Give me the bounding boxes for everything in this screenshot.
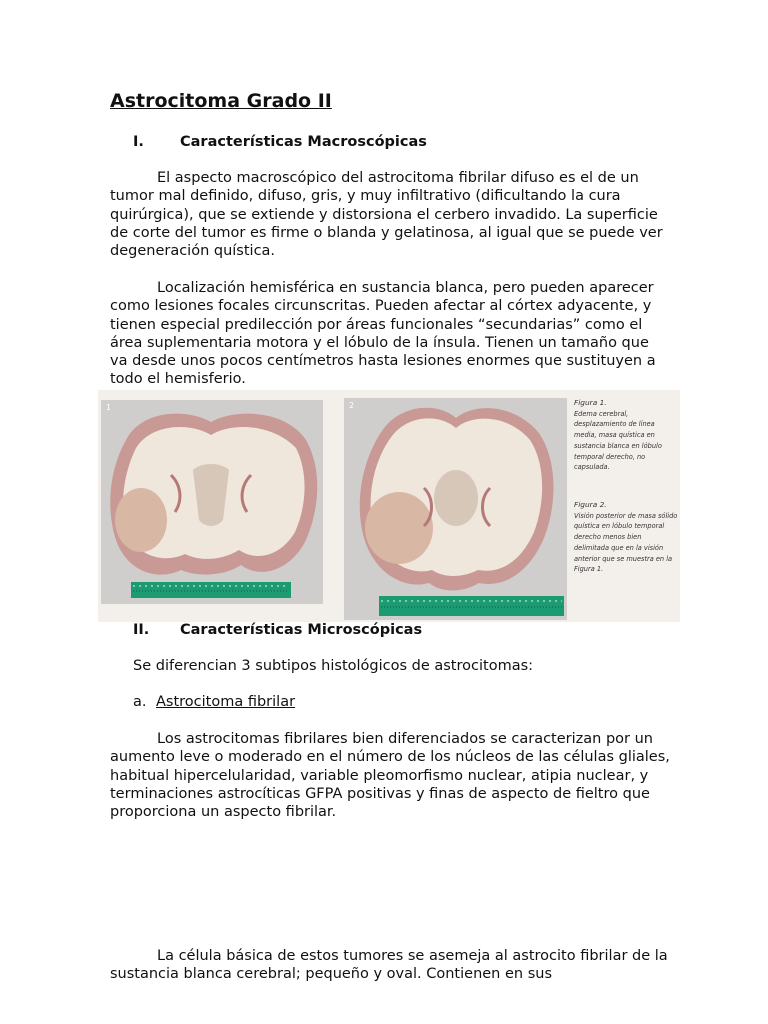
caption-text: Edema cerebral, desplazamiento de línea media, masa quística en sustancia blanca en lóbulo temporal derecho, no capsulada. bbox=[574, 409, 662, 472]
subtype-item bbox=[133, 694, 295, 710]
document-title: Astrocitoma Grado II bbox=[110, 90, 332, 112]
section-title: Características Microscópicas bbox=[180, 622, 423, 638]
paragraph-macroscopic-aspect: El aspecto macroscópico del astrocitoma fibrilar difuso es el de un tumor mal definido, difuso, gris, y muy infiltrativo (dificultando la cura quirúrgica), que se extiende y distorsiona el cerbero invadido. La superficie de corte del tumor es firme o blanda y gelatinosa, al igual que se puede ver degeneración quística. bbox=[110, 170, 663, 260]
figure-1-caption bbox=[574, 398, 678, 473]
figure-2-caption bbox=[574, 500, 678, 575]
section-title: Características Macroscópicas bbox=[180, 134, 427, 150]
section-number: I. bbox=[133, 134, 144, 150]
brain-section-anterior-image bbox=[101, 400, 323, 604]
subtype-letter: a. bbox=[133, 694, 147, 710]
subtype-label: Astrocitoma fibrilar bbox=[156, 694, 296, 710]
brain-section-posterior-image bbox=[344, 398, 567, 620]
brain-photo-2 bbox=[344, 398, 567, 620]
caption-title: Figura 2. bbox=[574, 500, 607, 509]
subtypes-intro: Se diferencian 3 subtipos histológicos de astrocitomas: bbox=[133, 658, 534, 674]
section-heading-microscopic bbox=[133, 622, 422, 638]
paragraph-fibrillary-description: Los astrocitomas fibrilares bien diferenciados se caracterizan por un aumento leve o moderado en el número de los núcleos de las células gliales, habitual hipercelularidad, variable pleomorfismo nuclear, atipia nuclear, y terminaciones astrocíticas GFPA positivas y finas de aspecto de fieltro que proporciona un aspecto fibrilar. bbox=[110, 731, 670, 821]
brain-figure bbox=[98, 390, 680, 622]
section-number: II. bbox=[133, 622, 150, 638]
section-heading-macroscopic bbox=[133, 134, 427, 150]
photo-number: 1 bbox=[106, 403, 112, 412]
paragraph-basic-cell: La célula básica de estos tumores se asemeja al astrocito fibrilar de la sustancia blanca cerebral; pequeño y oval. Contienen en sus bbox=[110, 948, 668, 983]
caption-title: Figura 1. bbox=[574, 398, 607, 407]
photo-number: 2 bbox=[349, 401, 355, 410]
brain-photo-1 bbox=[101, 400, 323, 604]
paragraph-localization: Localización hemisférica en sustancia blanca, pero pueden aparecer como lesiones focales circunscritas. Pueden afectar al córtex adyacente, y tienen especial predilección por áreas funcionales “secundarias” como el área suplementaria motora y el lóbulo de la ínsula. Tienen un tamaño que va desde unos pocos centímetros hasta lesiones enormes que sustituyen a todo el hemisferio. bbox=[110, 280, 656, 388]
caption-text: Visión posterior de masa sólido quística en lóbulo temporal derecho menos bien delimitada que en la visión anterior que se muestra en la Figura 1. bbox=[574, 511, 678, 574]
